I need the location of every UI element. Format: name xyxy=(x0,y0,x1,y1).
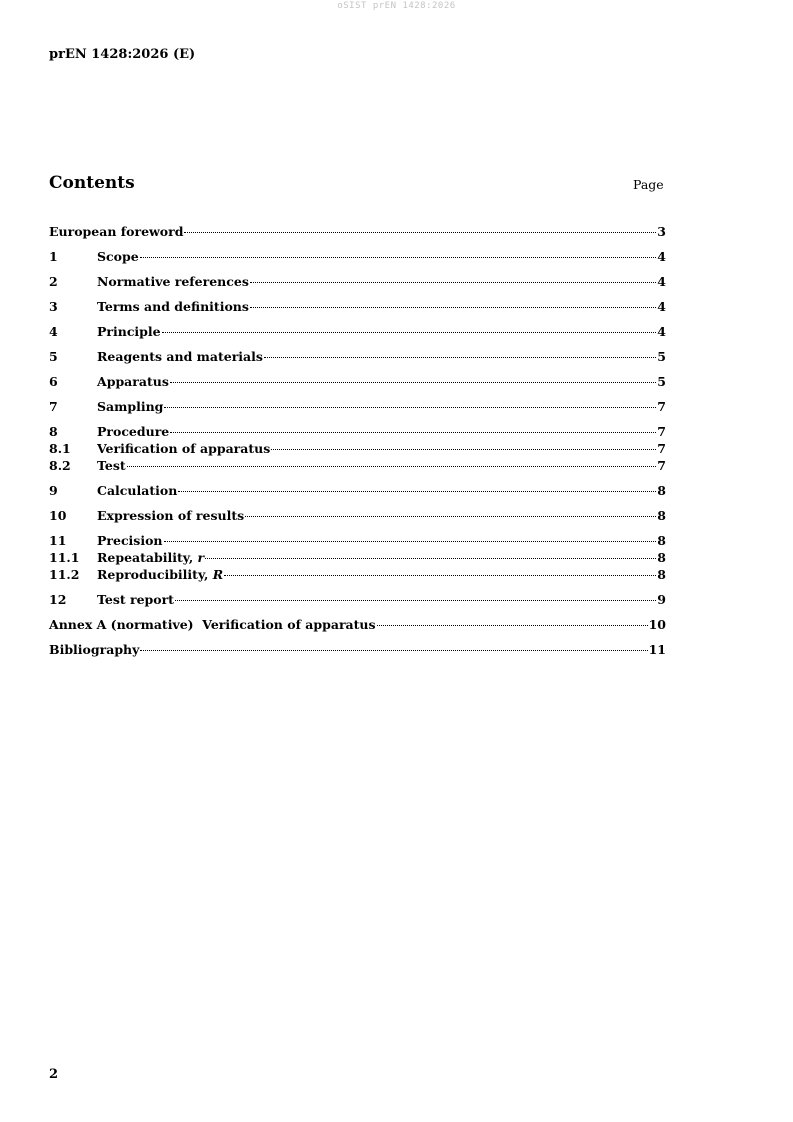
toc-entry[interactable] xyxy=(49,248,666,265)
toc-entry[interactable] xyxy=(49,423,666,440)
toc-entry-title: Reproducibility, R xyxy=(97,567,224,582)
toc-entry-number: 8.1 xyxy=(49,441,71,456)
dot-leader xyxy=(271,449,656,450)
toc-subentry[interactable] xyxy=(49,566,666,583)
toc-subentry[interactable] xyxy=(49,440,666,457)
toc-entry-number: 12 xyxy=(49,592,67,607)
toc-entry-page: 7 xyxy=(657,424,666,439)
toc-entry-title: Annex A (normative) Verification of apparatus xyxy=(49,617,376,632)
toc-entry-title: Precision xyxy=(97,533,163,548)
toc-entry-number: 9 xyxy=(49,483,58,498)
toc-entry-title: Expression of results xyxy=(97,508,245,523)
toc-entry[interactable] xyxy=(49,507,666,524)
toc-entry-title: Normative references xyxy=(97,274,249,289)
dot-leader xyxy=(127,466,657,467)
dot-leader xyxy=(164,407,656,408)
dot-leader xyxy=(205,558,656,559)
toc-entry-page: 7 xyxy=(657,458,666,473)
toc-entry-page: 5 xyxy=(657,374,666,389)
toc-entry-number: 6 xyxy=(49,374,58,389)
toc-entry-title: Apparatus xyxy=(97,374,169,389)
toc-subentry[interactable] xyxy=(49,457,666,474)
toc-entry-number: 2 xyxy=(49,274,58,289)
dot-leader xyxy=(140,650,647,651)
toc-entry-title: Principle xyxy=(97,324,161,339)
dot-leader xyxy=(162,332,657,333)
toc-subentry[interactable] xyxy=(49,549,666,566)
dot-leader xyxy=(224,575,656,576)
dot-leader xyxy=(250,282,656,283)
dot-leader xyxy=(164,541,657,542)
toc-entry-title: European foreword xyxy=(49,224,184,239)
document-id-header: prEN 1428:2026 (E) xyxy=(49,47,196,62)
toc-entry-page: 10 xyxy=(648,617,666,632)
toc-entry-page: 11 xyxy=(648,642,666,657)
toc-entry-page: 4 xyxy=(657,324,666,339)
toc-entry-page: 8 xyxy=(657,508,666,523)
toc-entry[interactable] xyxy=(49,482,666,499)
toc-entry-title: Verification of apparatus xyxy=(97,441,271,456)
dot-leader xyxy=(184,232,656,233)
toc-entry[interactable] xyxy=(49,273,666,290)
toc-entry-annex[interactable] xyxy=(49,616,666,633)
toc-entry-title: Sampling xyxy=(97,399,164,414)
toc-entry-number: 8 xyxy=(49,424,58,439)
dot-leader xyxy=(377,625,648,626)
toc-entry-number: 11 xyxy=(49,533,67,548)
toc-entry-bibliography[interactable] xyxy=(49,641,666,658)
toc-entry-page: 4 xyxy=(657,249,666,264)
toc-entry-number: 7 xyxy=(49,399,58,414)
toc-entry-page: 5 xyxy=(657,349,666,364)
toc-entry[interactable] xyxy=(49,323,666,340)
toc-entry[interactable] xyxy=(49,398,666,415)
toc-entry[interactable] xyxy=(49,223,666,240)
toc-entry[interactable] xyxy=(49,532,666,549)
toc-entry-number: 5 xyxy=(49,349,58,364)
dot-leader xyxy=(250,307,656,308)
toc-entry[interactable] xyxy=(49,591,666,608)
symbol-capital-r: R xyxy=(212,567,224,582)
dot-leader xyxy=(170,432,656,433)
dot-leader xyxy=(175,600,656,601)
toc-entry-title: Test report xyxy=(97,592,174,607)
toc-entry-title: Procedure xyxy=(97,424,170,439)
dot-leader xyxy=(140,257,657,258)
toc-entry-page: 8 xyxy=(657,533,666,548)
watermark: oSIST prEN 1428:2026 xyxy=(337,1,456,11)
toc-entry-page: 4 xyxy=(657,299,666,314)
toc-entry-number: 11.2 xyxy=(49,567,80,582)
toc-entry-number: 4 xyxy=(49,324,58,339)
toc-entry-page: 7 xyxy=(657,399,666,414)
symbol-r: r xyxy=(197,550,205,565)
toc-entry-page: 7 xyxy=(657,441,666,456)
toc-entry-number: 8.2 xyxy=(49,458,71,473)
toc-entry-page: 8 xyxy=(657,567,666,582)
contents-heading: Contents xyxy=(49,173,135,193)
toc-entry-page: 8 xyxy=(657,483,666,498)
dot-leader xyxy=(245,516,656,517)
toc-entry[interactable] xyxy=(49,348,666,365)
table-of-contents xyxy=(49,223,666,658)
page-column-label: Page xyxy=(633,177,664,192)
dot-leader xyxy=(178,491,656,492)
toc-entry-title: Terms and definitions xyxy=(97,299,249,314)
toc-entry-title: Calculation xyxy=(97,483,178,498)
toc-entry-title: Test xyxy=(97,458,126,473)
toc-entry[interactable] xyxy=(49,373,666,390)
dot-leader xyxy=(264,357,656,358)
toc-entry-number: 10 xyxy=(49,508,67,523)
dot-leader xyxy=(170,382,656,383)
toc-entry-number: 1 xyxy=(49,249,58,264)
toc-entry[interactable] xyxy=(49,298,666,315)
page-number: 2 xyxy=(49,1067,59,1082)
toc-entry-title: Bibliography xyxy=(49,642,140,657)
toc-entry-title: Reagents and materials xyxy=(97,349,263,364)
toc-entry-title: Scope xyxy=(97,249,139,264)
toc-entry-title: Repeatability, r xyxy=(97,550,205,565)
toc-entry-page: 4 xyxy=(657,274,666,289)
toc-entry-page: 3 xyxy=(657,224,666,239)
toc-entry-number: 11.1 xyxy=(49,550,80,565)
toc-entry-number: 3 xyxy=(49,299,58,314)
toc-entry-page: 9 xyxy=(657,592,666,607)
toc-entry-page: 8 xyxy=(657,550,666,565)
